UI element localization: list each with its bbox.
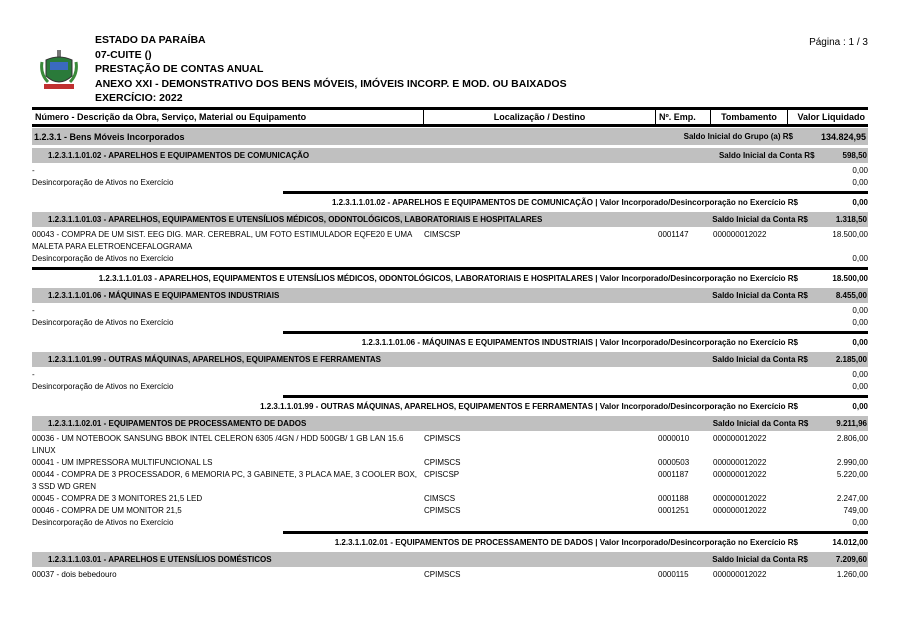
item-location (424, 369, 656, 381)
account-header (32, 148, 868, 163)
item-value: 0,00 (852, 166, 868, 175)
total-value: 14.012,00 (832, 537, 868, 547)
item-description: Desincorporação de Ativos no Exercício (32, 518, 174, 527)
item-emp-number (656, 305, 711, 317)
table-row (32, 505, 868, 517)
account-saldo-label: Saldo Inicial da Conta R$ (712, 355, 808, 364)
item-emp-number (656, 253, 711, 265)
item-value: 2.990,00 (836, 458, 868, 467)
item-emp-number (656, 177, 711, 189)
col-value: Valor Liquidado (797, 112, 865, 122)
total-line (32, 270, 868, 286)
table-row (32, 177, 868, 189)
account-rows (32, 227, 868, 265)
item-value: 0,00 (852, 306, 868, 315)
item-description: Desincorporação de Ativos no Exercício (32, 318, 174, 327)
table-row (32, 457, 868, 469)
account-saldo: 1.318,50 (835, 215, 867, 224)
accounts-list (32, 148, 868, 581)
account-saldo-label: Saldo Inicial da Conta R$ (712, 555, 808, 564)
item-location: CPIMSCS (424, 570, 461, 579)
total-label: 1.2.3.1.1.01.02 - APARELHOS E EQUIPAMENTOS DE COMUNICAÇÃO | Valor Incorporado/Desincorporação no Exercício R$ (331, 197, 798, 207)
table-row (32, 517, 868, 529)
item-tombamento: 000000012022 (713, 470, 767, 479)
account-total (32, 191, 868, 210)
table-header (32, 107, 868, 127)
item-tombamento: 000000012022 (713, 434, 767, 443)
col-tombamento: Tombamento (711, 110, 788, 124)
account-rows (32, 431, 868, 529)
item-emp-number: 0001251 (658, 506, 690, 515)
item-emp-number (656, 165, 711, 177)
account-header (32, 552, 868, 567)
item-emp-number (656, 381, 711, 393)
account-saldo-label: Saldo Inicial da Conta R$ (712, 215, 808, 224)
report-title: ANEXO XXI - DEMONSTRATIVO DOS BENS MÓVEIS, IMÓVEIS INCORP. E MOD. OU BAIXADOS (95, 77, 567, 90)
item-location: CPISCSP (424, 470, 460, 479)
item-description: Desincorporação de Ativos no Exercício (32, 382, 174, 391)
item-tombamento (711, 253, 791, 265)
account-saldo: 8.455,00 (835, 291, 867, 300)
account-header (32, 416, 868, 431)
item-location (424, 517, 656, 529)
fiscal-year: EXERCÍCIO: 2022 (95, 92, 183, 104)
item-location: CIMSCSP (424, 230, 461, 239)
account-section (32, 416, 868, 550)
item-value: 0,00 (852, 318, 868, 327)
item-description: 00043 - COMPRA DE UM SIST. EEG DIG. MAR. CEREBRAL, UM FOTO ESTIMULADOR EQFE20 E UMA MALETA PARA ELETROENCEFALOGRAMA (32, 230, 412, 251)
account-section (32, 288, 868, 350)
item-value: 2.806,00 (836, 434, 868, 443)
report-header (95, 33, 567, 106)
total-value: 0,00 (852, 337, 868, 347)
item-value: 0,00 (852, 382, 868, 391)
item-tombamento (711, 369, 791, 381)
item-tombamento (711, 305, 791, 317)
total-line (32, 194, 868, 210)
item-description: 00036 - UM NOTEBOOK SANSUNG BBOK INTEL CELERON 6305 /4GN / HDD 500GB/ 1 GB LAN 15.6 LINUX (32, 434, 404, 455)
group-row (32, 128, 868, 146)
assets-table (32, 107, 868, 581)
account-rows (32, 163, 868, 189)
account-section (32, 148, 868, 210)
item-tombamento: 000000012022 (713, 506, 767, 515)
table-row (32, 469, 868, 493)
coat-of-arms-logo (40, 50, 78, 92)
total-label: 1.2.3.1.1.01.06 - MÁQUINAS E EQUIPAMENTOS INDUSTRIAIS | Valor Incorporado/Desincorporação no Exercício R$ (361, 337, 798, 347)
account-saldo-label: Saldo Inicial da Conta R$ (712, 291, 808, 300)
item-value: 749,00 (843, 506, 868, 515)
item-value: 0,00 (852, 178, 868, 187)
account-total (32, 395, 868, 414)
account-saldo: 598,50 (842, 151, 867, 160)
total-label: 1.2.3.1.1.01.03 - APARELHOS, EQUIPAMENTOS E UTENSÍLIOS MÉDICOS, ODONTOLÓGICOS, LABORATORIAIS E HOSPITALARES | Valor Incorporado/Desincorporação no Exercício R$ (98, 273, 798, 283)
account-title: 1.2.3.1.1.01.02 - APARELHOS E EQUIPAMENTOS DE COMUNICAÇÃO (48, 151, 310, 160)
item-emp-number: 0001147 (658, 230, 689, 239)
account-saldo: 2.185,00 (835, 355, 867, 364)
total-value: 0,00 (852, 401, 868, 411)
item-tombamento (711, 317, 791, 329)
item-location: CIMSCS (424, 494, 456, 503)
total-line (32, 398, 868, 414)
entity-name: 07-CUITE () (95, 48, 152, 61)
item-description: - (32, 306, 35, 315)
table-row (32, 493, 868, 505)
account-total (32, 531, 868, 550)
table-row (32, 253, 868, 265)
item-description: 00037 - dois bebedouro (32, 570, 117, 579)
account-section (32, 552, 868, 581)
item-location (424, 305, 656, 317)
item-location (424, 253, 656, 265)
item-emp-number (656, 517, 711, 529)
account-title: 1.2.3.1.1.01.99 - OUTRAS MÁQUINAS, APARELHOS, EQUIPAMENTOS E FERRAMENTAS (48, 355, 381, 364)
item-emp-number (656, 317, 711, 329)
item-tombamento: 000000012022 (713, 494, 767, 503)
account-section (32, 352, 868, 414)
account-title: 1.2.3.1.1.01.06 - MÁQUINAS E EQUIPAMENTOS INDUSTRIAIS (48, 291, 280, 300)
table-row (32, 369, 868, 381)
account-saldo-label: Saldo Inicial da Conta R$ (718, 151, 815, 160)
col-emp-number: Nº. Emp. (656, 110, 711, 124)
item-location (424, 317, 656, 329)
account-total (32, 267, 868, 286)
item-tombamento (711, 177, 791, 189)
total-value: 0,00 (852, 197, 868, 207)
account-saldo-label: Saldo Inicial da Conta R$ (712, 419, 809, 428)
account-saldo: 7.209,60 (835, 555, 867, 564)
group-saldo-label: Saldo Inicial do Grupo (a) R$ (683, 132, 793, 141)
account-header (32, 288, 868, 303)
col-location: Localização / Destino (424, 110, 656, 124)
item-description: - (32, 166, 35, 175)
account-rows (32, 567, 868, 581)
item-description: - (32, 370, 35, 379)
table-row (32, 317, 868, 329)
item-tombamento: 000000012022 (713, 230, 767, 239)
item-description: Desincorporação de Ativos no Exercício (32, 254, 174, 263)
total-label: 1.2.3.1.1.02.01 - EQUIPAMENTOS DE PROCESSAMENTO DE DADOS | Valor Incorporado/Desincorporação no Exercício R$ (334, 537, 798, 547)
table-row (32, 569, 868, 581)
item-value: 5.220,00 (836, 470, 868, 479)
item-description: 00044 - COMPRA DE 3 PROCESSADOR, 6 MEMORIA PC, 3 GABINETE, 3 PLACA MAE, 3 COOLER BOX, 3 SSD WD GREN (32, 470, 418, 491)
item-value: 18.500,00 (832, 230, 868, 239)
item-value: 0,00 (852, 254, 868, 263)
item-emp-number: 0000010 (658, 434, 690, 443)
item-location: CPIMSCS (424, 506, 461, 515)
total-label: 1.2.3.1.1.01.99 - OUTRAS MÁQUINAS, APARELHOS, EQUIPAMENTOS E FERRAMENTAS | Valor Incorporado/Desincorporação no Exercício R$ (260, 401, 798, 411)
item-value: 0,00 (852, 518, 868, 527)
item-location (424, 177, 656, 189)
item-description: 00046 - COMPRA DE UM MONITOR 21,5 (32, 506, 182, 515)
item-tombamento (711, 381, 791, 393)
item-location (424, 381, 656, 393)
table-row (32, 305, 868, 317)
account-header (32, 352, 868, 367)
item-description: Desincorporação de Ativos no Exercício (32, 178, 174, 187)
account-total (32, 331, 868, 350)
item-tombamento (711, 517, 791, 529)
item-location: CPIMSCS (424, 458, 461, 467)
table-row (32, 381, 868, 393)
total-line (32, 534, 868, 550)
account-saldo: 9.211,96 (836, 419, 867, 428)
account-section (32, 212, 868, 286)
item-tombamento: 000000012022 (713, 570, 767, 579)
col-description: Número - Descrição da Obra, Serviço, Material ou Equipamento (32, 110, 424, 124)
state-name: ESTADO DA PARAÍBA (95, 34, 206, 46)
item-value: 2.247,00 (836, 494, 868, 503)
item-location: CPIMSCS (424, 434, 461, 443)
table-row (32, 229, 868, 253)
account-title: 1.2.3.1.1.02.01 - EQUIPAMENTOS DE PROCESSAMENTO DE DADOS (48, 419, 307, 428)
item-tombamento: 000000012022 (713, 458, 767, 467)
item-emp-number: 0000115 (658, 570, 689, 579)
total-value: 18.500,00 (832, 273, 868, 283)
account-rows (32, 303, 868, 329)
account-rows (32, 367, 868, 393)
item-value: 1.260,00 (836, 570, 868, 579)
table-row (32, 433, 868, 457)
item-location (424, 165, 656, 177)
table-row (32, 165, 868, 177)
page-number: Página : 1 / 3 (809, 37, 868, 48)
group-saldo: 134.824,95 (820, 131, 866, 142)
account-title: 1.2.3.1.1.03.01 - APARELHOS E UTENSÍLIOS DOMÉSTICOS (48, 555, 272, 564)
item-tombamento (711, 165, 791, 177)
account-header (32, 212, 868, 227)
account-title: 1.2.3.1.1.01.03 - APARELHOS, EQUIPAMENTOS E UTENSÍLIOS MÉDICOS, ODONTOLÓGICOS, LABORATORIAIS E HOSPITALARES (48, 215, 543, 224)
item-description: 00045 - COMPRA DE 3 MONITORES 21,5 LED (32, 494, 203, 503)
total-line (32, 334, 868, 350)
group-title: 1.2.3.1 - Bens Móveis Incorporados (34, 131, 185, 142)
item-emp-number: 0000503 (658, 458, 690, 467)
item-emp-number: 0001187 (658, 470, 689, 479)
item-emp-number (656, 369, 711, 381)
item-description: 00041 - UM IMPRESSORA MULTIFUNCIONAL LS (32, 458, 213, 467)
item-emp-number: 0001188 (658, 494, 689, 503)
item-value: 0,00 (852, 370, 868, 379)
report-type: PRESTAÇÃO DE CONTAS ANUAL (95, 63, 264, 75)
